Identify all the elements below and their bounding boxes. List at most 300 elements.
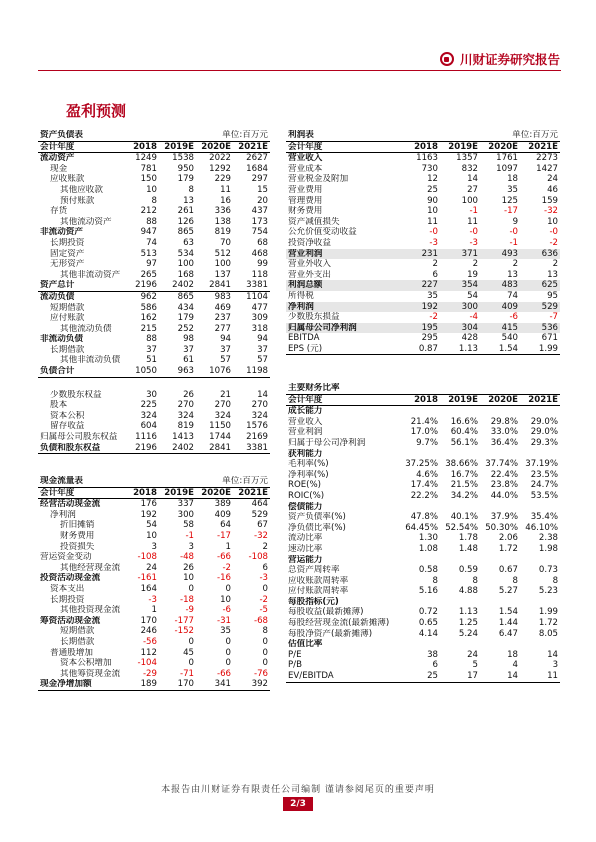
cell-value: 318 <box>251 323 269 334</box>
table-row <box>286 333 560 344</box>
table-row <box>38 443 270 454</box>
cell-value: 1 <box>225 541 232 552</box>
cell-value: 0 <box>188 583 195 594</box>
cell-value <box>480 449 520 460</box>
cell-value: 1.30 <box>418 533 438 544</box>
cell-value: 4.14 <box>418 628 438 639</box>
table-row <box>38 355 270 366</box>
cell-value: 8 <box>188 184 195 195</box>
cell-value <box>440 555 480 566</box>
cell-value: 35 <box>507 184 519 195</box>
cell-value <box>440 406 480 417</box>
row-label: ROE(%) <box>288 480 322 491</box>
row-label: 其他非流动负债 <box>60 355 121 366</box>
cell-value: 37 <box>146 344 157 355</box>
footer-disclaimer: 本报告由川财证券有限责任公司编制 谨请参阅尾页的重要声明 <box>161 785 435 795</box>
cell-value: 252 <box>177 323 195 334</box>
cell-value: -2 <box>259 594 269 605</box>
row-label: 资本公积 <box>50 410 85 421</box>
row-label: 营业外收入 <box>288 259 331 270</box>
cell-value: 25 <box>427 184 438 195</box>
table-row <box>38 324 270 335</box>
cell-value: 1744 <box>209 432 232 443</box>
column-header-year: 2020E <box>196 141 233 153</box>
cell-value: 21 <box>220 389 232 400</box>
cell-value: 36.4% <box>490 437 518 448</box>
cell-value: 2841 <box>196 443 233 454</box>
cell-value: 22.2% <box>410 490 438 501</box>
cell-value: 512 <box>214 248 232 259</box>
cell-value: 0 <box>262 636 269 647</box>
row-label: 应收账款周转率 <box>288 575 349 586</box>
cell-value: 26 <box>183 389 195 400</box>
cell-value <box>520 597 560 608</box>
cell-value: -6 <box>509 312 519 323</box>
cell-value: 8 <box>472 575 478 586</box>
cell-value: 963 <box>159 366 196 377</box>
table-row <box>286 660 560 671</box>
column-header-year: 2018 <box>400 394 440 406</box>
row-label: 营运能力 <box>288 554 323 565</box>
cell-value: 24 <box>146 562 157 573</box>
table-row <box>38 669 270 680</box>
table-row <box>38 626 270 637</box>
cell-value: 35 <box>220 626 232 637</box>
cell-value: 8.05 <box>538 628 559 639</box>
cell-value: 483 <box>480 280 520 291</box>
cell-value: 21.4% <box>410 416 438 427</box>
cell-value: 35 <box>427 290 438 301</box>
table-row <box>38 313 270 324</box>
cell-value: 179 <box>177 313 195 324</box>
row-label: 预付账款 <box>60 195 95 206</box>
row-label: 成长能力 <box>288 406 323 417</box>
cell-value: 409 <box>480 302 520 313</box>
cell-value: 1.98 <box>538 543 559 554</box>
column-header-year: 2020E <box>196 487 233 499</box>
income-statement-table <box>286 130 560 355</box>
table-row <box>38 206 270 217</box>
row-label: 投资净收益 <box>288 237 331 248</box>
cell-value: 1050 <box>122 366 159 377</box>
row-label: 应收账款 <box>50 174 85 185</box>
table-row <box>38 421 270 432</box>
cell-value: 37 <box>183 344 195 355</box>
cell-value: 354 <box>440 280 480 291</box>
cell-value: 0 <box>262 658 269 669</box>
cell-value: -32 <box>543 206 559 217</box>
table-row <box>286 206 560 217</box>
cell-value: -68 <box>253 615 269 626</box>
cell-value: 636 <box>520 249 560 260</box>
cell-value: 57 <box>257 355 269 366</box>
row-label: 无形资产 <box>50 259 85 270</box>
table-row <box>286 427 560 438</box>
cell-value: 45 <box>183 647 195 658</box>
cell-value: 324 <box>177 410 195 421</box>
cell-value: 126 <box>177 216 195 227</box>
cell-value: 94 <box>257 334 269 345</box>
cell-value: 437 <box>251 206 269 217</box>
cell-value <box>520 502 560 513</box>
cell-value: 671 <box>541 333 559 344</box>
header-rule <box>38 70 561 71</box>
column-header-year: 2018 <box>122 141 159 153</box>
cell-value: 1538 <box>172 153 195 164</box>
cell-value: 19 <box>467 269 479 280</box>
table-row <box>38 249 270 260</box>
cell-value: 16 <box>220 195 232 206</box>
table-row <box>286 417 560 428</box>
row-label: 投资活动现金流 <box>40 573 101 584</box>
cell-value: 540 <box>501 333 519 344</box>
cell-value: 99 <box>257 259 269 270</box>
cell-value: 754 <box>251 227 269 238</box>
cell-value: 2402 <box>159 280 196 291</box>
cell-value: -17 <box>503 206 519 217</box>
cell-value <box>440 502 480 513</box>
cell-value: 2627 <box>246 153 269 164</box>
row-label: 归属母公司净利润 <box>286 323 400 334</box>
column-header-year: 2021E <box>233 487 270 499</box>
cell-value: 5.27 <box>498 586 518 597</box>
unit-label: 单位:百万元 <box>196 476 270 487</box>
cell-value: 159 <box>541 195 559 206</box>
cell-value: 0 <box>262 583 269 594</box>
cell-value: -2 <box>429 312 438 323</box>
row-label: 营业外支出 <box>288 269 331 280</box>
cell-value: 1.99 <box>538 607 559 618</box>
cell-value: 1.13 <box>458 607 478 618</box>
table-row <box>38 637 270 648</box>
cell-value: 29.0% <box>530 427 559 438</box>
cell-value: 137 <box>214 269 232 280</box>
cell-value: 1292 <box>209 163 232 174</box>
table-row <box>38 648 270 659</box>
table-row <box>286 586 560 597</box>
cell-value: 38.66% <box>445 459 478 470</box>
table-row <box>286 249 560 260</box>
cell-value: 29.0% <box>530 416 559 427</box>
column-header-label: 会计年度 <box>286 394 400 406</box>
cell-value: 534 <box>177 248 195 259</box>
cell-value: 64.45% <box>405 522 438 533</box>
table-row <box>38 573 270 584</box>
cell-value: 215 <box>140 323 157 334</box>
cell-value <box>480 406 520 417</box>
cell-value: 246 <box>140 626 157 637</box>
cell-value: 14 <box>257 389 269 400</box>
cell-value: 477 <box>251 302 269 313</box>
cell-value: 227 <box>400 280 440 291</box>
cell-value: 94 <box>220 334 232 345</box>
cell-value: 4.88 <box>458 586 478 597</box>
cell-value: 212 <box>140 206 157 217</box>
row-label: 营业收入 <box>288 153 323 164</box>
table-title: 现金流量表 <box>38 476 196 487</box>
cell-value: 53.5% <box>530 490 559 501</box>
row-label: 长期投资 <box>50 594 85 605</box>
cell-value: 304 <box>440 323 480 334</box>
cell-value: -3 <box>469 237 479 248</box>
cell-value: 468 <box>251 248 269 259</box>
table-row <box>38 345 270 356</box>
cell-value: 13 <box>547 269 559 280</box>
cell-value: 88 <box>146 216 157 227</box>
cell-value: -17 <box>216 530 232 541</box>
cell-value: 37.19% <box>525 459 559 470</box>
row-label: 折旧摊销 <box>60 520 95 531</box>
cell-value: 57 <box>220 355 232 366</box>
cell-value: 0 <box>262 647 269 658</box>
row-label: 非流动负债 <box>40 334 83 345</box>
cell-value: -161 <box>137 573 157 584</box>
cell-value: 409 <box>214 509 232 520</box>
cell-value: 415 <box>480 323 520 334</box>
cell-value: 189 <box>122 679 159 690</box>
table-row <box>286 174 560 185</box>
cell-value: -177 <box>174 615 195 626</box>
row-label: 资产负债率(%) <box>288 512 346 523</box>
cell-value: -71 <box>179 668 195 679</box>
cell-value: 67 <box>257 520 269 531</box>
table-row <box>38 217 270 228</box>
row-label: 少数股东损益 <box>288 312 340 323</box>
cell-value: -3 <box>259 573 269 584</box>
cell-value: -104 <box>137 658 157 669</box>
row-label: 营业税金及附加 <box>288 174 349 185</box>
cell-value: 24 <box>547 174 559 185</box>
cell-value <box>480 639 520 650</box>
cell-value: 1.48 <box>458 543 478 554</box>
table-row <box>38 196 270 207</box>
row-label: 每股收益(最新摊薄) <box>288 607 364 618</box>
cell-value: 536 <box>520 323 560 334</box>
cell-value: 37 <box>220 344 232 355</box>
cell-value: 68 <box>257 237 269 248</box>
column-header-year: 2019E <box>440 141 480 153</box>
table-row <box>286 533 560 544</box>
cell-value: 52.54% <box>445 522 478 533</box>
cell-value: 832 <box>461 163 479 174</box>
cell-value: 2273 <box>536 153 559 164</box>
table-row <box>286 344 560 355</box>
cell-value: 125 <box>501 195 519 206</box>
cell-value: -1 <box>509 237 519 248</box>
cell-value: 6 <box>432 269 438 280</box>
cell-value: 1.54 <box>498 607 518 618</box>
cell-value: 0 <box>188 636 195 647</box>
table-row <box>286 164 560 175</box>
row-label: 应付账款周转率 <box>288 586 349 597</box>
table-title: 主要财务比率 <box>286 383 560 394</box>
cell-value: 192 <box>140 509 157 520</box>
cell-value: 277 <box>214 323 232 334</box>
cell-value: -66 <box>216 668 232 679</box>
cell-value: -0 <box>429 227 438 238</box>
unit-label: 单位:百万元 <box>196 130 270 141</box>
table-row <box>286 480 560 491</box>
cell-value: -2 <box>549 237 559 248</box>
cell-value: 295 <box>421 333 438 344</box>
cell-value: 168 <box>177 269 195 280</box>
cell-value: 0 <box>225 658 232 669</box>
cell-value: 23.5% <box>530 469 559 480</box>
cell-value: -1 <box>469 206 479 217</box>
cell-value <box>520 555 560 566</box>
table-row <box>38 658 270 669</box>
cell-value: 2841 <box>196 280 233 291</box>
cell-value: 2.38 <box>538 533 559 544</box>
cell-value: 324 <box>214 410 232 421</box>
row-label: 管理费用 <box>288 195 323 206</box>
table-row <box>38 238 270 249</box>
cell-value <box>520 406 560 417</box>
brand-header <box>440 50 560 68</box>
column-header-year: 2020E <box>480 141 520 153</box>
row-label: 利润总额 <box>286 280 400 291</box>
cell-value: 61 <box>183 355 195 366</box>
table-row <box>38 259 270 270</box>
cell-value: -31 <box>216 615 232 626</box>
row-label: 流动资产 <box>40 153 75 164</box>
unit-label: 单位:百万元 <box>480 130 560 141</box>
cell-value: 324 <box>251 410 269 421</box>
cell-value: -7 <box>549 312 559 323</box>
cell-value: 34.2% <box>450 490 478 501</box>
cell-value: 1.54 <box>480 344 520 355</box>
cell-value <box>480 502 520 513</box>
cell-value: 1116 <box>135 432 157 443</box>
cell-value: -32 <box>253 530 269 541</box>
cell-value: 309 <box>251 313 269 324</box>
cell-value: 237 <box>214 313 232 324</box>
cell-value: 261 <box>177 206 195 217</box>
row-label: 其他流动负债 <box>60 323 112 334</box>
cell-value: 469 <box>214 302 232 313</box>
cell-value <box>520 639 560 650</box>
cell-value: -108 <box>137 552 157 563</box>
cell-value: 781 <box>140 163 157 174</box>
cell-value: 983 <box>214 291 232 302</box>
cell-value: 195 <box>400 323 440 334</box>
row-label: 营运资金变动 <box>40 552 92 563</box>
row-label: 营业利润 <box>286 249 400 260</box>
table-row <box>38 510 270 521</box>
table-row <box>286 555 560 566</box>
cell-value: 30 <box>146 389 157 400</box>
cell-value: 950 <box>177 163 195 174</box>
cell-value: 74 <box>146 237 157 248</box>
cell-value: 176 <box>140 499 157 510</box>
row-label: 非流动资产 <box>40 227 83 238</box>
cell-value: 819 <box>177 421 195 432</box>
table-title: 资产负债表 <box>38 130 196 141</box>
column-header-year: 2021E <box>233 141 270 153</box>
cell-value <box>520 449 560 460</box>
cell-value: 2 <box>472 259 479 270</box>
cell-value: 17 <box>440 671 480 682</box>
cell-value: 29.8% <box>490 416 518 427</box>
row-label: EV/EBITDA <box>286 671 400 682</box>
table-row <box>286 259 560 270</box>
cell-value: 493 <box>480 249 520 260</box>
row-label: 所得税 <box>288 290 314 301</box>
cell-value: 74 <box>507 290 519 301</box>
page-number: 2/3 <box>283 797 313 811</box>
table-row <box>38 174 270 185</box>
cell-value: 46.10% <box>525 522 559 533</box>
row-label: 总资产周转率 <box>288 565 340 576</box>
cell-value: 297 <box>251 174 269 185</box>
cell-value: 0.59 <box>458 565 478 576</box>
cell-value <box>440 639 480 650</box>
table-row <box>38 185 270 196</box>
cell-value <box>440 597 480 608</box>
table-row <box>38 520 270 531</box>
cell-value: 29.3% <box>530 437 559 448</box>
cell-value: -5 <box>259 605 269 616</box>
cell-value: 37 <box>257 344 269 355</box>
cell-value: 2.06 <box>498 533 518 544</box>
cell-value: 0.73 <box>538 565 559 576</box>
table-row <box>286 238 560 249</box>
row-label: ROIC(%) <box>288 490 325 501</box>
cell-value: 3 <box>151 541 157 552</box>
cell-value: 11 <box>427 216 438 227</box>
row-label: 资本公积增加 <box>60 658 112 669</box>
cell-value: 5.23 <box>538 586 559 597</box>
row-label: 流动比率 <box>288 533 323 544</box>
table-row <box>38 595 270 606</box>
table-row <box>38 303 270 314</box>
table-row <box>286 312 560 323</box>
cell-value: 8 <box>151 195 157 206</box>
cell-value: 90 <box>427 195 438 206</box>
cell-value: 2169 <box>246 432 269 443</box>
table-row <box>286 618 560 629</box>
cell-value: 46 <box>547 184 559 195</box>
row-label: 长期借款 <box>60 636 95 647</box>
cell-value: 865 <box>177 291 195 302</box>
cell-value: 17.4% <box>410 480 438 491</box>
cell-value: 100 <box>177 259 195 270</box>
cell-value: 18 <box>507 649 518 660</box>
table-row <box>38 542 270 553</box>
cell-value: 4 <box>512 660 518 671</box>
cell-value: 0 <box>225 583 232 594</box>
cell-value: 428 <box>461 333 479 344</box>
cell-value: 300 <box>440 302 480 313</box>
cell-value: 60.4% <box>450 427 478 438</box>
cell-value: 9.7% <box>416 437 438 448</box>
cell-value: 0.87 <box>400 344 440 355</box>
cell-value: 865 <box>177 227 195 238</box>
column-header-year: 2021E <box>520 394 560 406</box>
row-label: 净利润 <box>286 302 400 313</box>
cell-value: 88 <box>146 334 157 345</box>
cell-value: 1.78 <box>458 533 478 544</box>
cell-value: 6 <box>432 660 438 671</box>
table-row <box>38 584 270 595</box>
cell-value: -108 <box>248 552 269 563</box>
cell-value: 1576 <box>246 421 269 432</box>
table-row <box>286 406 560 417</box>
table-row <box>286 217 560 228</box>
cell-value: 962 <box>140 291 157 302</box>
row-label: 每股指标(元) <box>288 596 339 607</box>
cell-value: 336 <box>214 206 232 217</box>
